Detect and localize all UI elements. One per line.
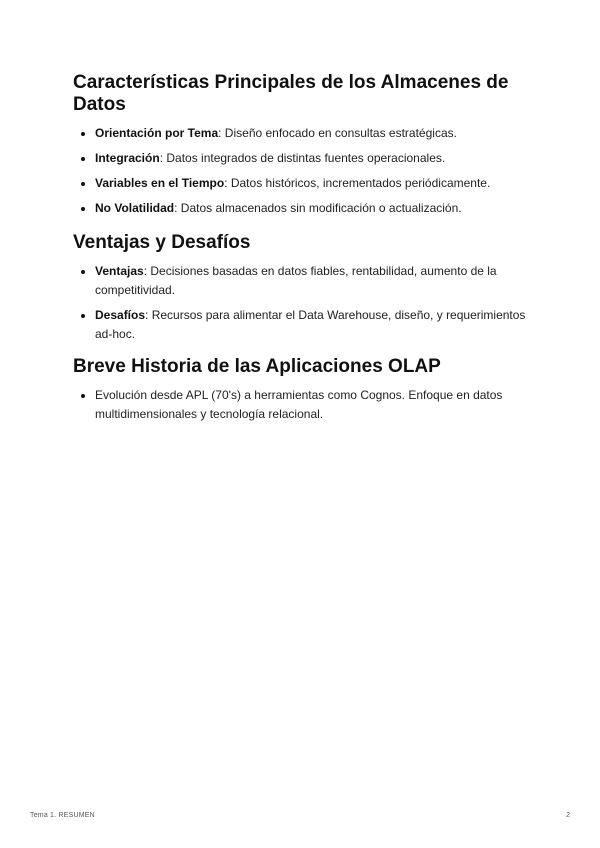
item-term: Desafíos: [95, 308, 146, 322]
item-term: Integración: [95, 151, 160, 165]
item-term: Variables en el Tiempo: [95, 176, 225, 190]
footer-label: Tema 1. RESUMEN: [30, 812, 95, 819]
list-item: [73, 149, 543, 168]
bullet-icon: [81, 270, 85, 274]
item-text: : Decisiones basadas en datos fiables, rentabilidad, aumento de la competitividad.: [95, 264, 497, 297]
list-item: [73, 199, 543, 218]
section-historia-olap: [73, 356, 543, 424]
item-term: Orientación por Tema: [95, 126, 219, 140]
bullet-icon: [81, 132, 85, 136]
list-item: [73, 306, 543, 344]
bullet-icon: [81, 157, 85, 161]
bullet-list: [73, 262, 543, 344]
section-heading: Breve Historia de las Aplicaciones OLAP: [73, 356, 441, 377]
bullet-list: [73, 386, 543, 424]
section-heading: Características Principales de los Almacenes de Datos: [73, 72, 509, 115]
list-item: [73, 124, 543, 143]
item-text: : Recursos para alimentar el Data Warehouse, diseño, y requerimientos ad-hoc.: [95, 308, 526, 341]
section-ventajas: [73, 232, 543, 344]
item-text: : Diseño enfocado en consultas estratégicas.: [218, 126, 457, 140]
section-caracteristicas: [73, 72, 543, 218]
list-item: [73, 262, 543, 300]
page-number: 2: [566, 812, 570, 819]
bullet-icon: [81, 394, 85, 398]
list-item: [73, 386, 543, 424]
list-item: [73, 174, 543, 193]
item-term: No Volatilidad: [95, 201, 175, 215]
document-body: [73, 72, 543, 430]
item-text: : Datos integrados de distintas fuentes operacionales.: [159, 151, 446, 165]
bullet-icon: [81, 182, 85, 186]
item-text: : Datos históricos, incrementados periódicamente.: [224, 176, 491, 190]
item-text: : Datos almacenados sin modificación o actualización.: [174, 201, 462, 215]
bullet-icon: [81, 207, 85, 211]
bullet-icon: [81, 314, 85, 318]
item-term: Ventajas: [95, 264, 144, 278]
section-heading: Ventajas y Desafíos: [73, 232, 251, 253]
item-text: Evolución desde APL (70's) a herramientas como Cognos. Enfoque en datos multidimensionales y tecnología relacional.: [95, 388, 503, 421]
bullet-list: [73, 124, 543, 218]
